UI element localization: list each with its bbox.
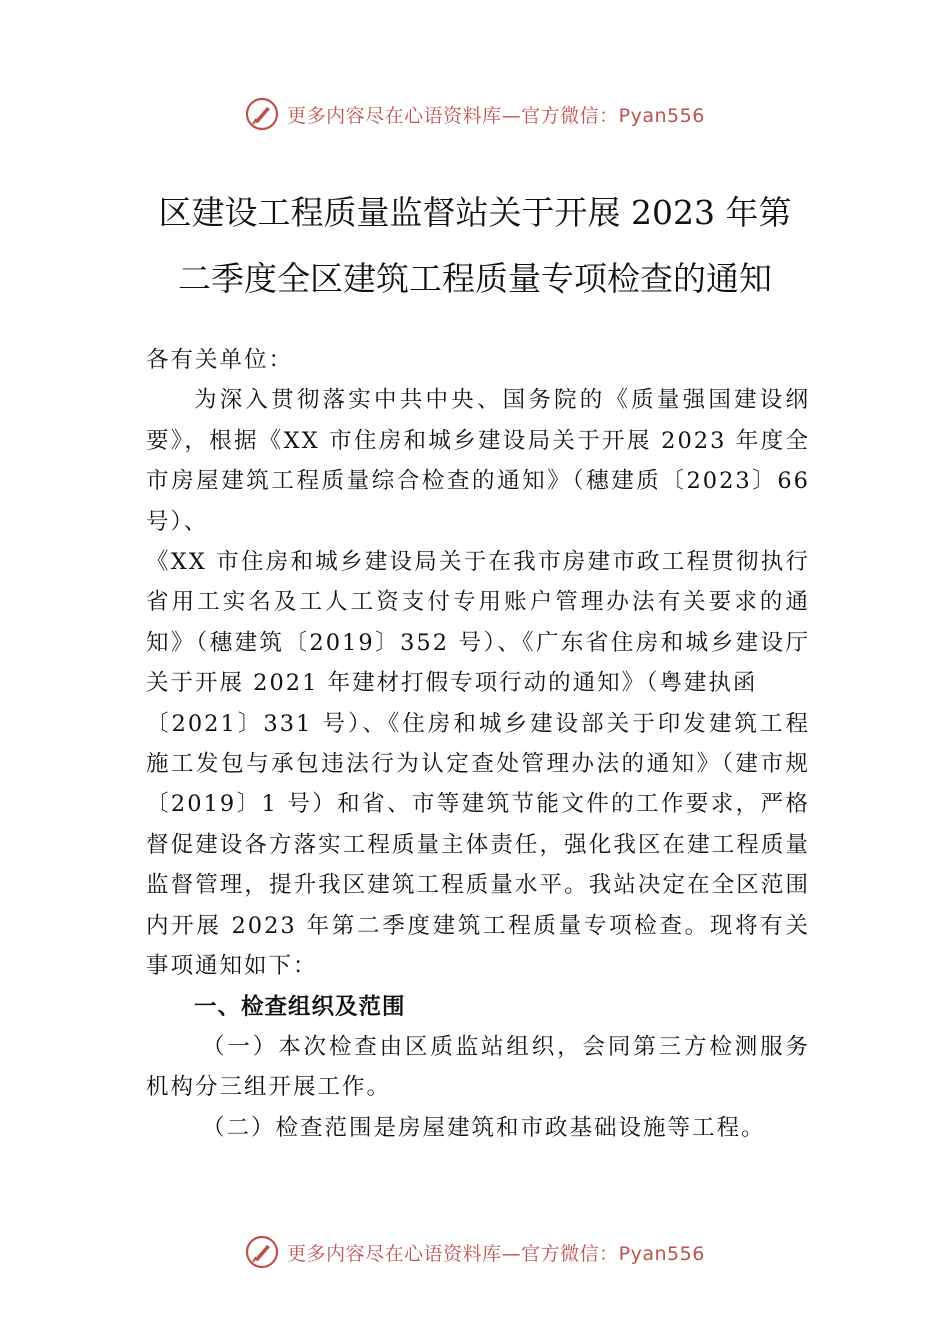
- list-item: （一）本次检查由区质监站组织，会同第三方检测服务机构分三组开展工作。: [146, 1033, 810, 1101]
- title-line-1: 区建设工程质量监督站关于开展 2023 年第: [158, 193, 792, 232]
- paragraph: 为深入贯彻落实中共中央、国务院的《质量强国建设纲要》，根据《XX 市住房和城乡建设局关于开展 2023 年度全市房屋建筑工程质量综合检查的通知》（穗建质〔2023〕66 号）、: [146, 387, 810, 535]
- salutation: 各有关单位：: [146, 347, 294, 373]
- header-banner: [0, 94, 950, 134]
- footer-banner: [0, 1232, 950, 1272]
- paragraph: 〔2021〕331 号）、《住房和城乡建设部关于印发建筑工程施工发包与承包违法行为认定查处管理办法的通知》（建市规〔2019〕1 号）和省、市等建筑节能文件的工作要求，严格督促建设各方落实工程质量主体责任，强化我区在建工程质量监督管理，提升我区建筑工程质量水平。我站决定在全区范围内开展 2023 年第二季度建筑工程质量专项检查。现将有关事项通知如下：: [146, 710, 810, 980]
- document-title: [120, 180, 830, 312]
- paragraph: 《XX 市住房和城乡建设局关于在我市房建市政工程贯彻执行省用工实名及工人工资支付专用账户管理办法有关要求的通知》（穗建筑〔2019〕352 号）、《广东省住房和城乡建设厅关于开展 2021 年建材打假专项行动的通知》（粤建执函: [146, 549, 810, 697]
- quill-logo-icon: [245, 1235, 279, 1269]
- list-item: （二）检查范围是房屋建筑和市政基础设施等工程。: [202, 1114, 766, 1141]
- banner-text: 更多内容尽在心语资料库—官方微信：Pyan556: [287, 1242, 705, 1265]
- quill-logo-icon: [245, 97, 279, 131]
- banner-text: 更多内容尽在心语资料库—官方微信：Pyan556: [287, 104, 705, 127]
- document-body: [146, 340, 810, 1148]
- section-heading: 一、检查组织及范围: [194, 993, 406, 1020]
- title-line-2: 二季度全区建筑工程质量专项检查的通知: [178, 259, 772, 298]
